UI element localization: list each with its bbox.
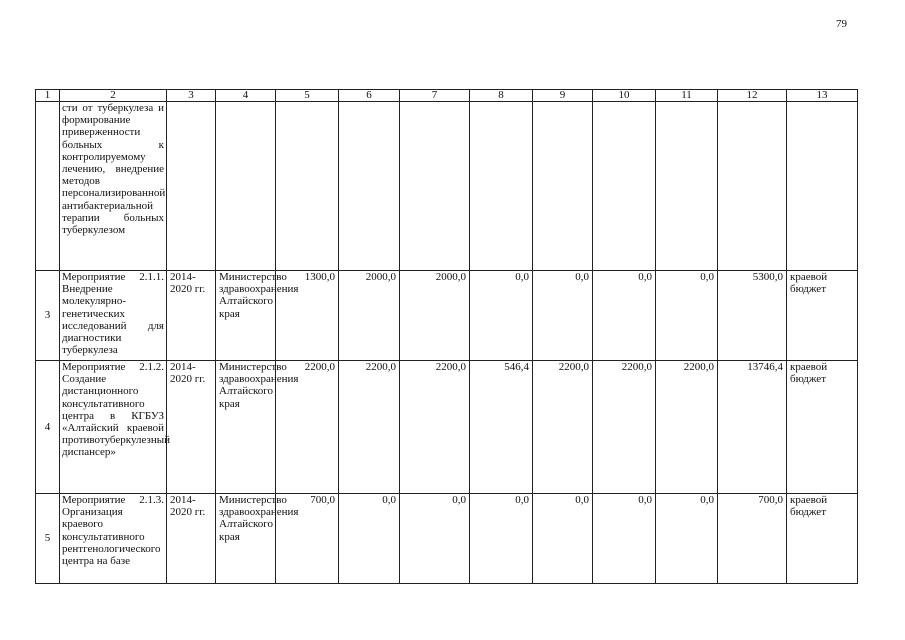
value-cell: 2000,0 [339,271,400,361]
column-header: 6 [339,90,400,102]
total-cell: 700,0 [718,494,787,584]
column-header: 7 [400,90,470,102]
value-cell: 2200,0 [593,361,656,494]
period-cell: 2014-2020 гг. [167,271,216,361]
row-number-cell [36,102,60,271]
value-cell: 0,0 [656,271,718,361]
value-cell: 0,0 [656,494,718,584]
row-number-cell: 3 [36,271,60,361]
value-cell: 0,0 [533,494,593,584]
total-cell: 5300,0 [718,271,787,361]
total-cell: 13746,4 [718,361,787,494]
executor-cell: Министерство здравоохранения Алтайского края [216,361,276,494]
table-row [36,494,858,584]
column-header: 1 [36,90,60,102]
column-header: 9 [533,90,593,102]
measure-name-cell: сти от туберкулеза и формирование приверженности больных к контролируемому лечению, внедрение методов персонализированной антибактериальной терапии больных туберкулезом [60,102,167,271]
page-number: 79 [836,18,847,30]
funding-source-cell: краевой бюджет [787,271,858,361]
period-cell: 2014-2020 гг. [167,494,216,584]
measure-name-cell: Мероприятие 2.1.3. Организация краевого консультативного рентгенологического центра на базе [60,494,167,584]
measure-name-cell: Мероприятие 2.1.2. Создание дистанционного консультативного центра в КГБУЗ «Алтайский краевой противотуберкулезный диспансер» [60,361,167,494]
measure-name-cell: Мероприятие 2.1.1. Внедрение молекулярно-генетических исследований для диагностики туберкулеза [60,271,167,361]
value-cell: 2200,0 [533,361,593,494]
value-cell: 0,0 [593,494,656,584]
column-header: 2 [60,90,167,102]
value-cell: 2200,0 [656,361,718,494]
value-cell: 546,4 [470,361,533,494]
column-header: 5 [276,90,339,102]
executor-cell: Министерство здравоохранения Алтайского края [216,494,276,584]
value-cell: 2200,0 [339,361,400,494]
table-row [36,361,858,494]
value-cell: 2000,0 [400,271,470,361]
funding-source-cell: краевой бюджет [787,361,858,494]
executor-cell: Министерство здравоохранения Алтайского края [216,271,276,361]
value-cell: 0,0 [470,271,533,361]
value-cell: 0,0 [470,494,533,584]
value-cell: 2200,0 [400,361,470,494]
value-cell: 0,0 [339,494,400,584]
funding-source-cell: краевой бюджет [787,494,858,584]
column-header: 13 [787,90,858,102]
table-row-continuation [36,102,858,271]
column-header: 10 [593,90,656,102]
column-header: 12 [718,90,787,102]
row-number-cell: 4 [36,361,60,494]
period-cell: 2014-2020 гг. [167,361,216,494]
program-table [35,89,858,584]
header-row [36,90,858,102]
value-cell: 0,0 [593,271,656,361]
value-cell: 0,0 [400,494,470,584]
row-number-cell: 5 [36,494,60,584]
column-header: 3 [167,90,216,102]
table-row [36,271,858,361]
value-cell: 0,0 [533,271,593,361]
column-header: 8 [470,90,533,102]
column-header: 11 [656,90,718,102]
column-header: 4 [216,90,276,102]
value-cell: 700,0 [276,494,339,584]
value-cell: 2200,0 [276,361,339,494]
value-cell: 1300,0 [276,271,339,361]
